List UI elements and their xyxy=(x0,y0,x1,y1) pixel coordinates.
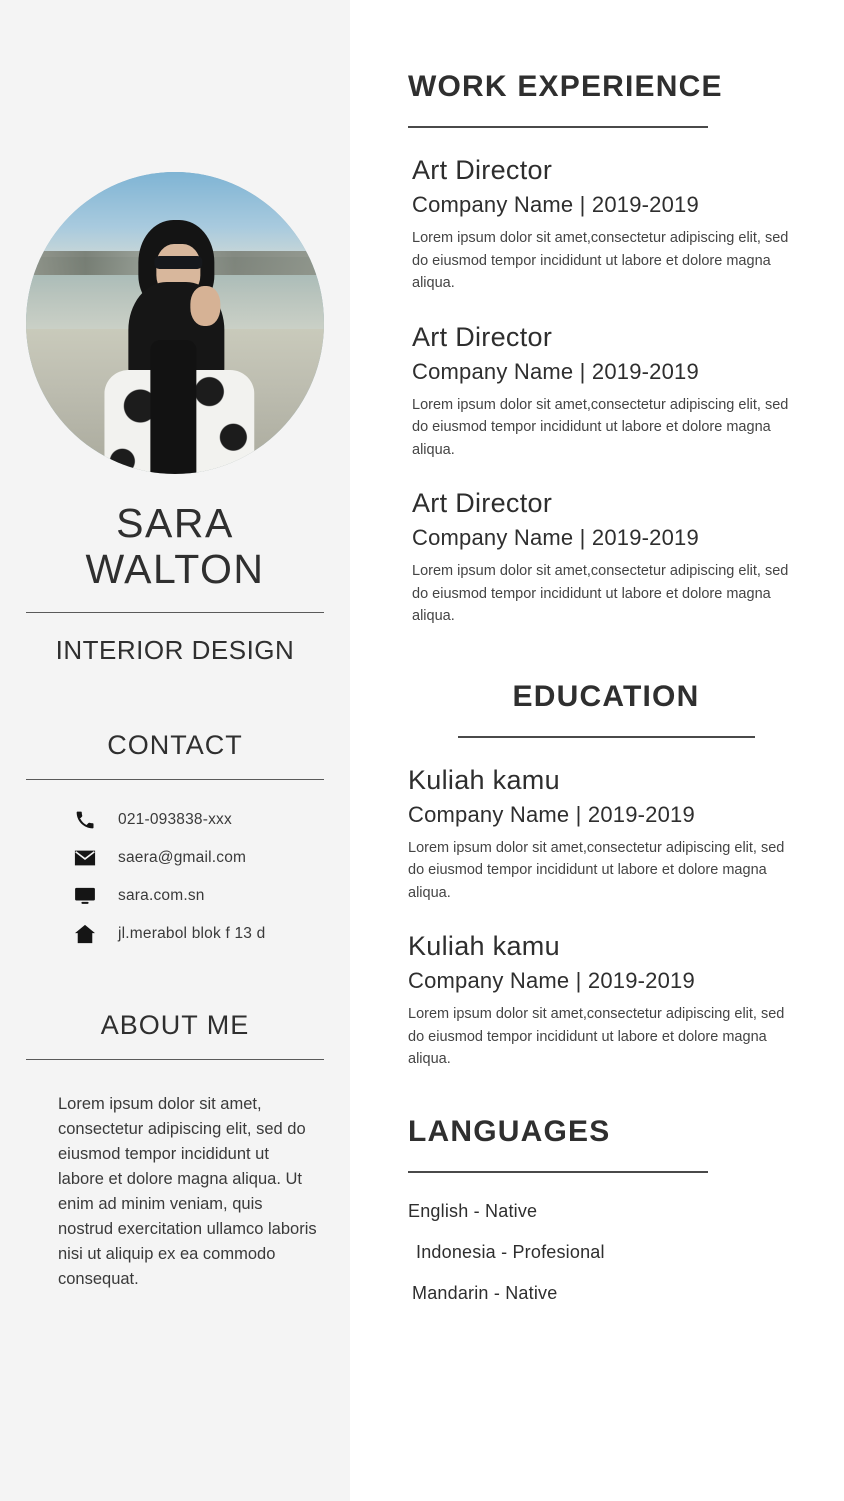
sunglasses-icon xyxy=(154,256,202,269)
work-entry-title: Art Director xyxy=(412,155,553,185)
main-column xyxy=(350,0,844,1501)
contact-item-email[interactable] xyxy=(70,846,324,870)
photo-figure xyxy=(94,220,262,474)
language-item: English - Native xyxy=(408,1200,538,1221)
about-heading: ABOUT ME xyxy=(100,1010,250,1040)
contact-value: 021-093838-xxx xyxy=(118,811,232,828)
work-entry-title: Art Director xyxy=(412,488,553,518)
contact-divider xyxy=(26,779,324,780)
contact-value: sara.com.sn xyxy=(118,887,205,904)
contact-item-phone[interactable] xyxy=(70,808,324,832)
avatar-wrapper xyxy=(26,172,324,474)
work-experience-heading: WORK EXPERIENCE xyxy=(408,70,723,103)
languages-divider xyxy=(408,1171,708,1173)
languages-list xyxy=(408,1201,804,1304)
education-entry-subtitle: Company Name | 2019-2019 xyxy=(408,801,695,827)
work-entry-subtitle: Company Name | 2019-2019 xyxy=(412,358,699,384)
work-entry-title: Art Director xyxy=(412,321,553,352)
contact-value: saera@gmail.com xyxy=(118,849,247,866)
photo-hand xyxy=(190,286,220,326)
education-entry-title: Kuliah kamu xyxy=(408,931,560,961)
work-entry-description: Lorem ipsum dolor sit amet,consectetur adipiscing elit, sed do eiusmod tempor incididunt ut labore et dolore magna aliqua. xyxy=(412,563,789,624)
contact-list xyxy=(26,808,324,946)
about-body: Lorem ipsum dolor sit amet, consectetur adipiscing elit, sed do eiusmod tempor incididunt ut labore et dolore magna aliqua. Ut enim ad minim veniam, quis nostrud exercitation ullamco laboris nisi ut aliquip ex ea commodo consequat. xyxy=(58,1095,317,1288)
education-entry xyxy=(408,764,804,905)
education-entry-subtitle: Company Name | 2019-2019 xyxy=(408,968,695,993)
monitor-icon xyxy=(70,884,100,908)
work-entry xyxy=(408,321,804,462)
work-experience-divider xyxy=(408,126,708,128)
education-entry-title: Kuliah kamu xyxy=(408,764,560,795)
work-entry-subtitle: Company Name | 2019-2019 xyxy=(412,525,699,550)
contact-item-address[interactable] xyxy=(70,922,324,946)
language-item: Indonesia - Profesional xyxy=(416,1241,605,1262)
job-role: INTERIOR DESIGN xyxy=(55,635,295,665)
contact-value: jl.merabol blok f 13 d xyxy=(118,925,266,942)
first-name: SARA xyxy=(116,500,234,546)
education-entry-description: Lorem ipsum dolor sit amet,consectetur adipiscing elit, sed do eiusmod tempor incididunt ut labore et dolore magna aliqua. xyxy=(408,839,785,901)
language-item: Mandarin - Native xyxy=(412,1282,558,1303)
sidebar xyxy=(0,0,350,1501)
envelope-icon xyxy=(70,846,100,870)
work-entry xyxy=(408,487,804,628)
contact-item-website[interactable] xyxy=(70,884,324,908)
education-divider xyxy=(458,736,755,738)
contact-heading: CONTACT xyxy=(107,730,243,760)
education-entry xyxy=(408,930,804,1071)
work-entry-description: Lorem ipsum dolor sit amet,consectetur adipiscing elit, sed do eiusmod tempor incididunt ut labore et dolore magna aliqua. xyxy=(412,230,789,291)
avatar xyxy=(26,172,324,474)
last-name: WALTON xyxy=(85,546,265,592)
work-entry-description: Lorem ipsum dolor sit amet,consectetur adipiscing elit, sed do eiusmod tempor incididunt ut labore et dolore magna aliqua. xyxy=(412,396,789,458)
phone-icon xyxy=(70,808,100,832)
work-entry-subtitle: Company Name | 2019-2019 xyxy=(412,192,699,217)
home-icon xyxy=(70,922,100,946)
education-heading: EDUCATION xyxy=(512,679,700,713)
name-block xyxy=(26,500,324,592)
work-entry xyxy=(408,154,804,295)
about-divider xyxy=(26,1059,324,1060)
photo-sash xyxy=(150,340,196,474)
languages-heading: LANGUAGES xyxy=(408,1114,611,1148)
education-entry-description: Lorem ipsum dolor sit amet,consectetur adipiscing elit, sed do eiusmod tempor incididunt ut labore et dolore magna aliqua. xyxy=(408,1006,785,1067)
name-divider xyxy=(26,612,324,613)
